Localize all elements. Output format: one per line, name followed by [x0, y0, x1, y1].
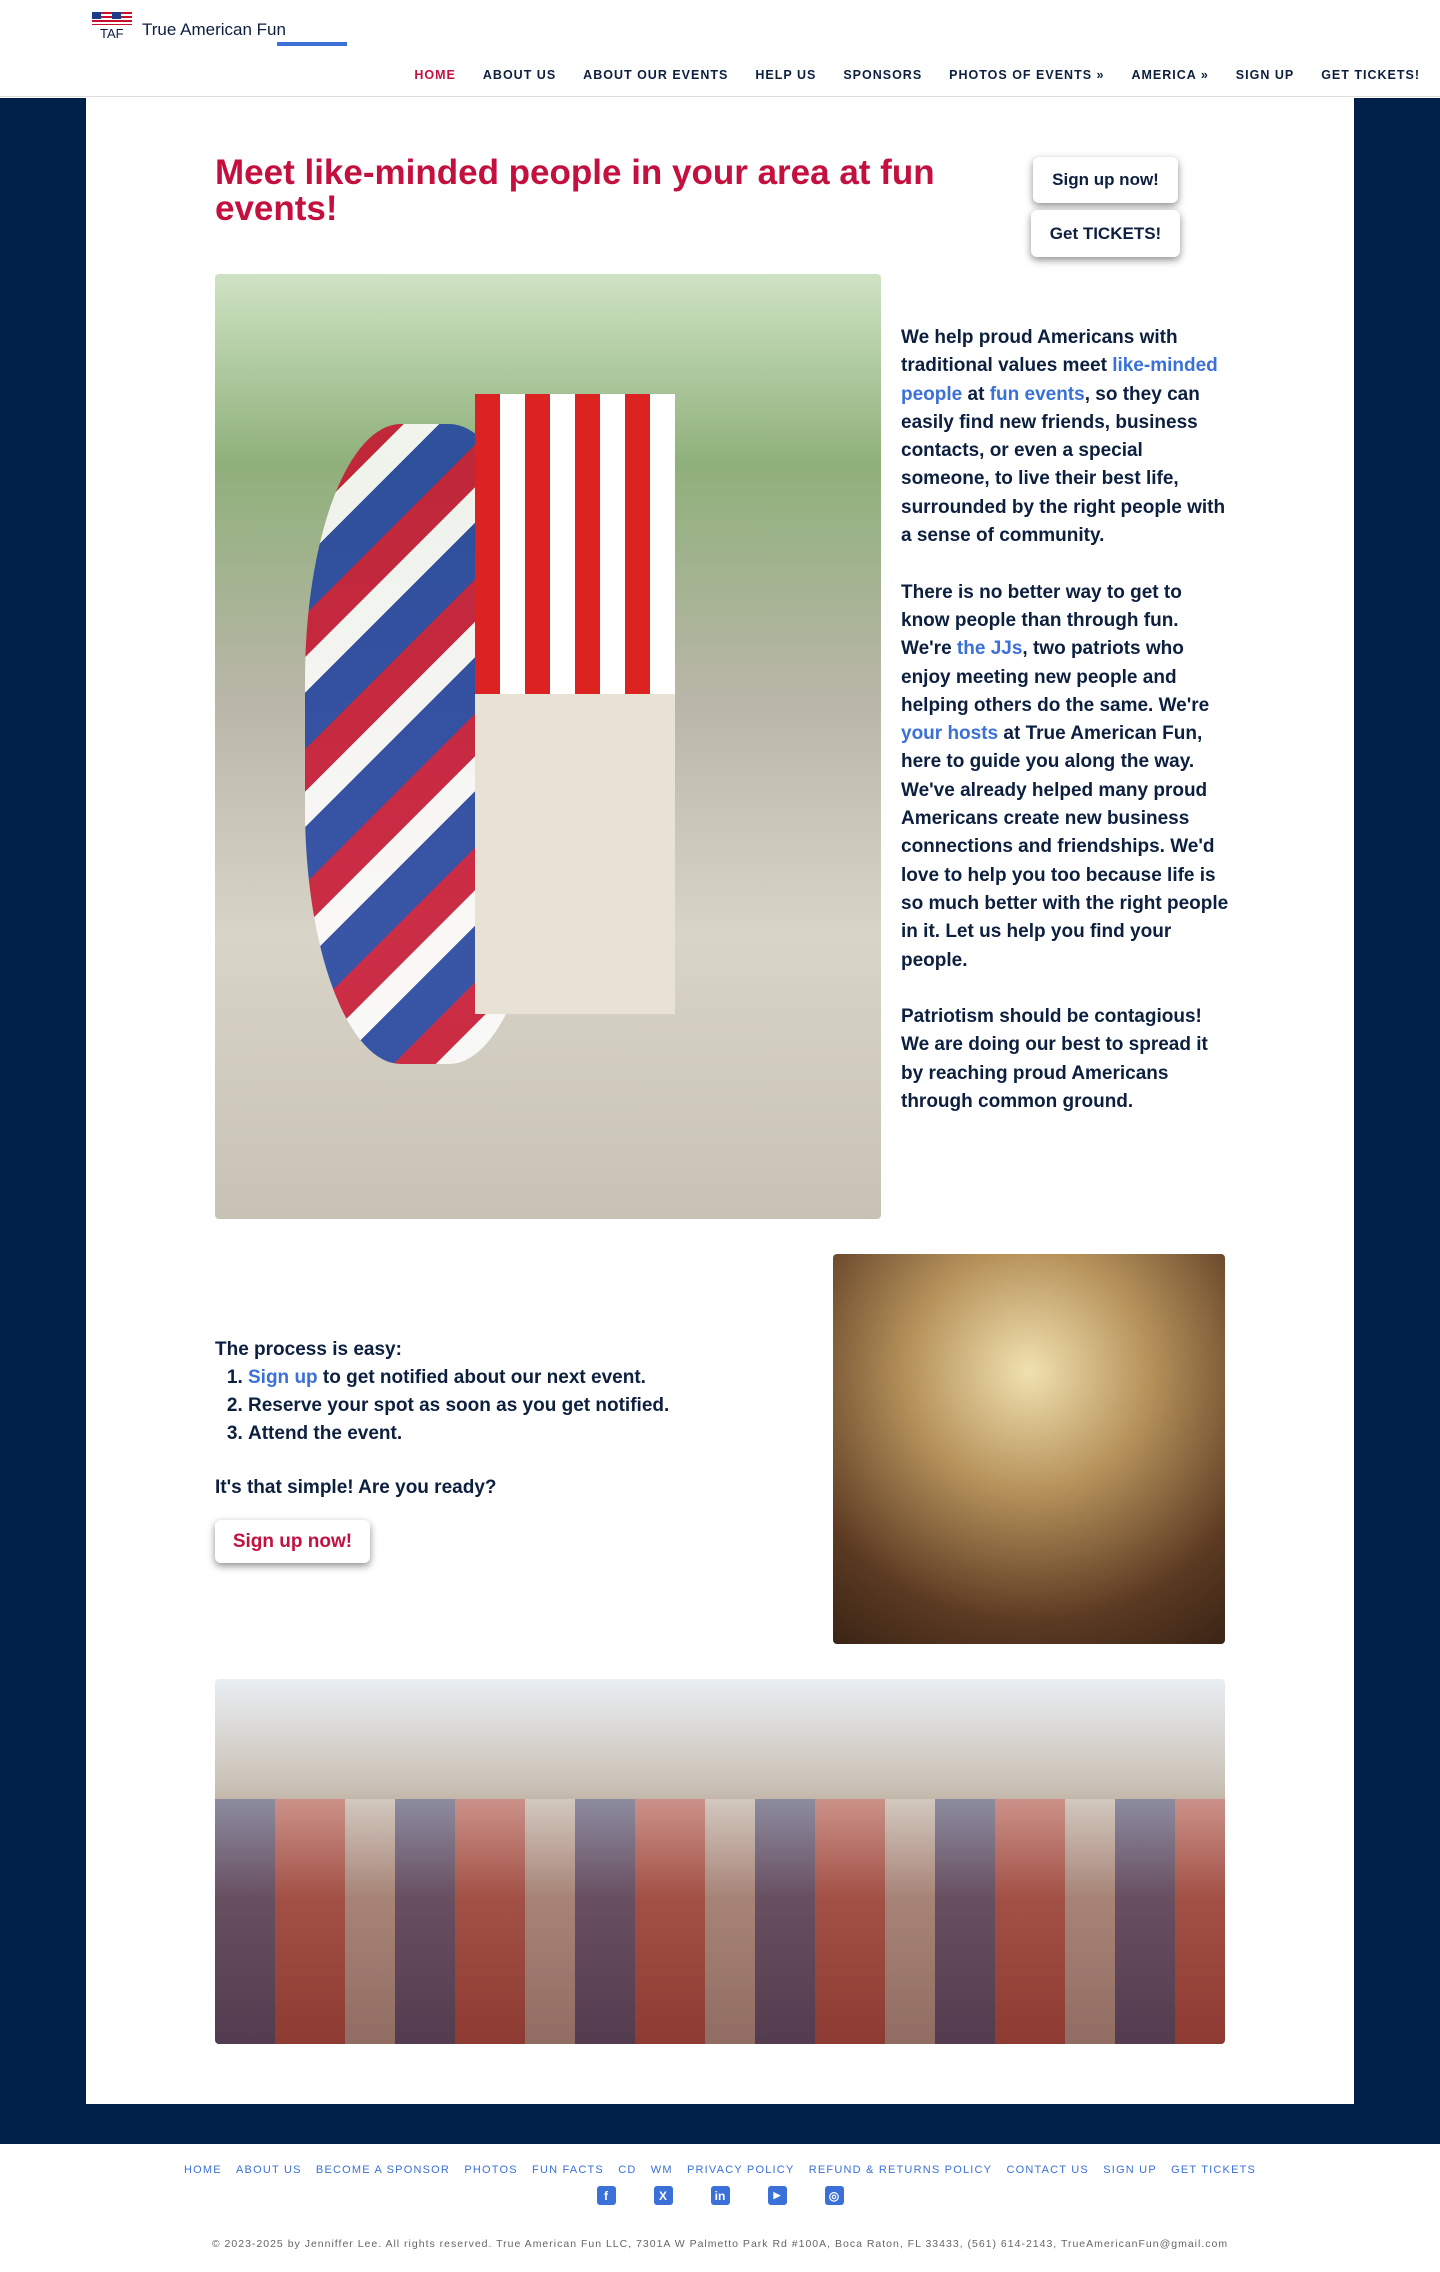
- event-crowd-photo: [215, 1679, 1225, 2044]
- nav-america[interactable]: AMERICA »: [1131, 68, 1209, 82]
- footer-link-home[interactable]: HOME: [183, 2164, 222, 2176]
- about-paragraph-3: Patriotism should be contagious! We are doing our best to spread it by reaching proud Americans through common ground.: [901, 1006, 1208, 1113]
- footer-link-contact[interactable]: CONTACT US: [1006, 2164, 1089, 2176]
- step-3: 3. Attend the event.: [248, 1420, 775, 1448]
- footer-link-sign-up[interactable]: SIGN UP: [1103, 2164, 1157, 2176]
- like-minded-link[interactable]: like-minded people: [901, 355, 1218, 405]
- about-paragraph-2: There is no better way to get to know people than through fun. We're the JJs, two patriots who enjoy meeting new people and helping others do the same. We're your hosts at True American Fun, here to guide you along the way. We've already helped many proud Americans create new business connections and friendships. We'd love to help you too because life is so much better with the right people in it. Let us help you find your people.: [901, 581, 1229, 971]
- about-text: [901, 324, 1231, 1145]
- process-intro: The process is easy:: [215, 1339, 402, 1360]
- x-icon[interactable]: X: [654, 2186, 673, 2205]
- nav-sponsors[interactable]: SPONSORS: [843, 68, 923, 82]
- logo[interactable]: [90, 12, 286, 42]
- footer-link-about-us[interactable]: ABOUT US: [236, 2164, 302, 2176]
- sign-up-link[interactable]: Sign up: [248, 1367, 318, 1388]
- main-nav: [414, 68, 1420, 82]
- copyright: © 2023-2025 by Jenniffer Lee. All rights reserved. True American Fun LLC, 7301A W Palmetto Park Rd #100A, Boca Raton, FL 33433, (561) 614-2143, TrueAmericanFun@gmail.com: [211, 2238, 1229, 2250]
- about-paragraph-1: We help proud Americans with traditional values meet like-minded people at fun events, so they can easily find new friends, business contacts, or even a special someone, to live their best life, surrounded by the right people with a sense of community.: [901, 327, 1226, 547]
- page-title: Meet like-minded people in your area at fun events!: [215, 153, 935, 228]
- nav-sign-up[interactable]: SIGN UP: [1235, 68, 1295, 82]
- site-header: [0, 0, 1440, 97]
- process-steps: [215, 1364, 775, 1448]
- step-2: 2. Reserve your spot as soon as you get notified.: [248, 1392, 775, 1420]
- your-hosts-link[interactable]: your hosts: [901, 723, 999, 745]
- footer-link-photos[interactable]: PHOTOS: [464, 2164, 518, 2176]
- footer-link-get-tickets[interactable]: GET TICKETS: [1171, 2164, 1257, 2176]
- footer-link-privacy[interactable]: PRIVACY POLICY: [687, 2164, 795, 2176]
- social-icons: [0, 2186, 1440, 2205]
- sign-up-now-button-2[interactable]: Sign up now!: [215, 1520, 370, 1563]
- hosts-photo: [215, 274, 881, 1219]
- footer-link-fun-facts[interactable]: FUN FACTS: [532, 2164, 604, 2176]
- youtube-icon[interactable]: ▶: [768, 2186, 787, 2205]
- facebook-icon[interactable]: f: [597, 2186, 616, 2205]
- event-hall-photo: [833, 1254, 1225, 1644]
- instagram-icon[interactable]: ◎: [825, 2186, 844, 2205]
- nav-about-our-events[interactable]: ABOUT OUR EVENTS: [583, 68, 729, 82]
- nav-home[interactable]: HOME: [414, 68, 456, 82]
- footer-link-refund[interactable]: REFUND & RETURNS POLICY: [808, 2164, 993, 2176]
- nav-about-us[interactable]: ABOUT US: [482, 68, 557, 82]
- footer-links: [0, 2164, 1440, 2176]
- fun-events-link[interactable]: fun events: [989, 383, 1085, 405]
- process-closing: It's that simple! Are you ready?: [215, 1477, 497, 1498]
- get-tickets-button[interactable]: Get TICKETS!: [1031, 210, 1180, 257]
- logo-text: True American Fun: [142, 20, 286, 39]
- nav-get-tickets[interactable]: GET TICKETS!: [1321, 68, 1420, 82]
- flags-logo-icon: TAF: [90, 12, 136, 42]
- linkedin-icon[interactable]: in: [711, 2186, 730, 2205]
- nav-photos-of-events[interactable]: PHOTOS OF EVENTS »: [949, 68, 1105, 82]
- process-section: [215, 1336, 775, 1502]
- sign-up-now-button[interactable]: Sign up now!: [1033, 157, 1178, 203]
- the-jjs-link[interactable]: the JJs: [956, 638, 1023, 660]
- footer-link-become-sponsor[interactable]: BECOME A SPONSOR: [315, 2164, 451, 2176]
- footer-link-cd[interactable]: CD: [618, 2164, 637, 2176]
- logo-underline: [277, 42, 347, 46]
- nav-help-us[interactable]: HELP US: [755, 68, 817, 82]
- step-1: 1. Sign up to get notified about our next event.: [248, 1364, 775, 1392]
- footer-link-wm[interactable]: WM: [650, 2164, 673, 2176]
